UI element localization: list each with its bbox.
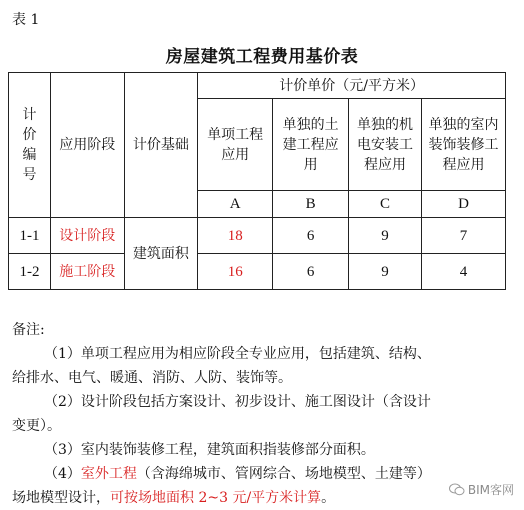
note-2: （2）设计阶段包括方案设计、初步设计、施工图设计（含设计 bbox=[44, 394, 431, 410]
note-4-continued: 场地模型设计，可按场地面积 2~3 元/平方米计算。 bbox=[12, 490, 336, 506]
note-1: （1）单项工程应用为相应阶段全专业应用，包括建筑、结构、 bbox=[44, 346, 431, 362]
letter-c: C bbox=[349, 191, 422, 218]
note-4: （4）室外工程（含海绵城市、管网综合、场地模型、土建等） bbox=[44, 466, 431, 482]
row-stage: 设计阶段 bbox=[50, 218, 124, 254]
table-row bbox=[9, 218, 506, 254]
note-1-continued: 给排水、电气、暖通、消防、人防、装饰等。 bbox=[12, 370, 292, 386]
row-value-d: 4 bbox=[422, 254, 506, 290]
header-col-b: 单独的土建工程应用 bbox=[273, 99, 349, 191]
row-value-b: 6 bbox=[273, 218, 349, 254]
header-unit-price: 计价单价（元/平方米） bbox=[198, 73, 506, 99]
table-title: 房屋建筑工程费用基价表 bbox=[165, 47, 359, 67]
header-row-1 bbox=[9, 73, 506, 99]
note-3: （3）室内装饰装修工程，建筑面积指装修部分面积。 bbox=[44, 442, 375, 458]
header-code: 计价编号 bbox=[9, 73, 51, 218]
row-value-b: 6 bbox=[273, 254, 349, 290]
header-col-d: 单独的室内装饰装修工程应用 bbox=[422, 99, 506, 191]
table-row bbox=[9, 254, 506, 290]
row-value-d: 7 bbox=[422, 218, 506, 254]
note-2-continued: 变更）。 bbox=[12, 418, 61, 434]
basis-value: 建筑面积 bbox=[124, 218, 198, 290]
watermark-text: BIM客网 bbox=[467, 483, 514, 497]
wechat-icon bbox=[449, 483, 465, 496]
row-value-c: 9 bbox=[349, 254, 422, 290]
row-value-a: 16 bbox=[198, 254, 273, 290]
letter-a: A bbox=[198, 191, 273, 218]
note-4-price-highlight: 可按场地面积 2~3 元/平方米计算 bbox=[110, 490, 322, 506]
table-caption: 表 1 bbox=[12, 12, 40, 28]
row-value-a: 18 bbox=[198, 218, 273, 254]
notes-section bbox=[12, 318, 512, 510]
watermark bbox=[449, 481, 514, 498]
header-stage: 应用阶段 bbox=[50, 73, 124, 218]
note-4-highlight: 室外工程 bbox=[80, 466, 137, 482]
row-value-c: 9 bbox=[349, 218, 422, 254]
letter-d: D bbox=[422, 191, 506, 218]
row-stage: 施工阶段 bbox=[50, 254, 124, 290]
header-col-a: 单项工程应用 bbox=[198, 99, 273, 191]
fee-table bbox=[8, 72, 506, 290]
letter-b: B bbox=[273, 191, 349, 218]
notes-heading: 备注: bbox=[12, 322, 45, 338]
row-code: 1-2 bbox=[9, 254, 51, 290]
header-basis: 计价基础 bbox=[124, 73, 198, 218]
header-col-c: 单独的机电安装工程应用 bbox=[349, 99, 422, 191]
row-code: 1-1 bbox=[9, 218, 51, 254]
